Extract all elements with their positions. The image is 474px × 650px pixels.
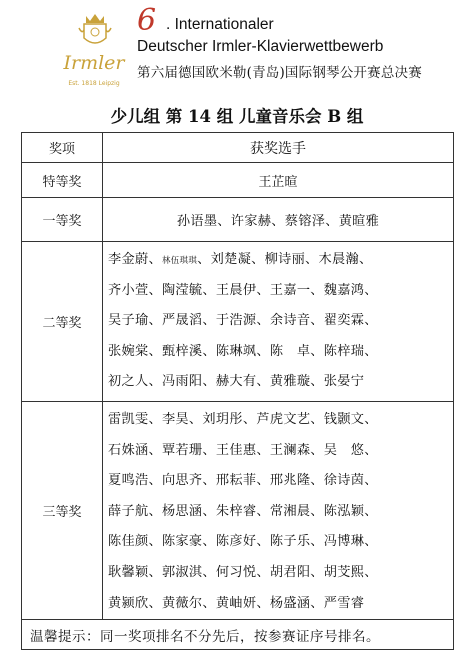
winners-second-line-2: 齐小萱、陶滢毓、王晨伊、王嘉一、魏嘉鸿、 — [108, 282, 378, 298]
table-row-third — [22, 402, 454, 620]
winners-third-line-7: 黄颍欣、黄薇尔、黄岫妍、杨盛涵、严雪睿 — [108, 595, 365, 611]
winners-second-line-4: 张婉棠、甄梓溪、陈琳飒、陈 卓、陈梓瑞、 — [108, 343, 378, 359]
header-line-3: 第六届德国欧米勒(青岛)国际钢琴公开赛总决赛 — [137, 65, 422, 81]
winners-third-line-4: 薛子航、杨思涵、朱梓睿、常湘晨、陈泓颖、 — [108, 503, 378, 519]
winners-second-line-1: 李金蔚、林伍琪琪、刘楚凝、柳诗丽、木晨瀚、 — [108, 252, 373, 267]
award-third: 三等奖 — [22, 402, 103, 620]
table-row-note — [22, 620, 454, 650]
winners-special: 王芷暄 — [103, 163, 454, 198]
crest-icon — [78, 10, 112, 50]
table-header-row — [22, 133, 454, 163]
winners-second-line-3: 吴子瑜、严晟滔、于浩源、余诗音、翟奕霖、 — [108, 313, 378, 329]
awards-table — [21, 132, 454, 650]
table-row-special — [22, 163, 454, 198]
winners-third-line-6: 耿馨颖、郭淑淇、何习悦、胡君阳、胡芠熙、 — [108, 564, 378, 580]
header-line-1: . Internationaler — [166, 16, 274, 33]
award-second: 二等奖 — [22, 242, 103, 402]
ranking-note: 温馨提示：同一奖项排名不分先后，按参赛证序号排名。 — [22, 620, 454, 650]
table-row-second — [22, 242, 454, 402]
winners-third-line-1: 雷凯雯、李昊、刘玥彤、芦虎文艺、钱颢文、 — [108, 412, 378, 427]
header-line-2: Deutscher Irmler-Klavierwettbewerb — [137, 38, 384, 55]
col-award-header: 奖项 — [22, 133, 103, 163]
winners-third-line-5: 陈佳颜、陈家豪、陈彦好、陈子乐、冯博琳、 — [108, 534, 378, 550]
edition-number: 6 — [137, 3, 157, 38]
winners-third-line-3: 夏鸣浩、向思齐、邢耘菲、邢兆隆、徐诗茵、 — [108, 473, 378, 489]
winners-third-line-2: 石姝涵、覃若珊、王佳惠、王澜森、吴 悠、 — [108, 442, 378, 458]
col-winners-header: 获奖选手 — [103, 133, 454, 163]
award-special: 特等奖 — [22, 163, 103, 198]
table-row-first — [22, 198, 454, 242]
logo-established: Est. 1818 Leipzig — [68, 80, 120, 87]
award-first: 一等奖 — [22, 198, 103, 242]
irmler-logo — [58, 10, 130, 92]
logo-wordmark: Irmler — [63, 52, 125, 74]
winners-third — [103, 402, 454, 620]
header — [0, 0, 474, 100]
winners-second-line-5: 初之人、冯雨阳、赫大有、黄雅璇、张晏宁 — [108, 374, 365, 390]
winners-second — [103, 242, 454, 402]
winners-first: 孙语墨、许家赫、蔡镕泽、黄暄雅 — [103, 198, 454, 242]
page-title: 少儿组 第 14 组 儿童音乐会 B 组 — [110, 107, 364, 126]
